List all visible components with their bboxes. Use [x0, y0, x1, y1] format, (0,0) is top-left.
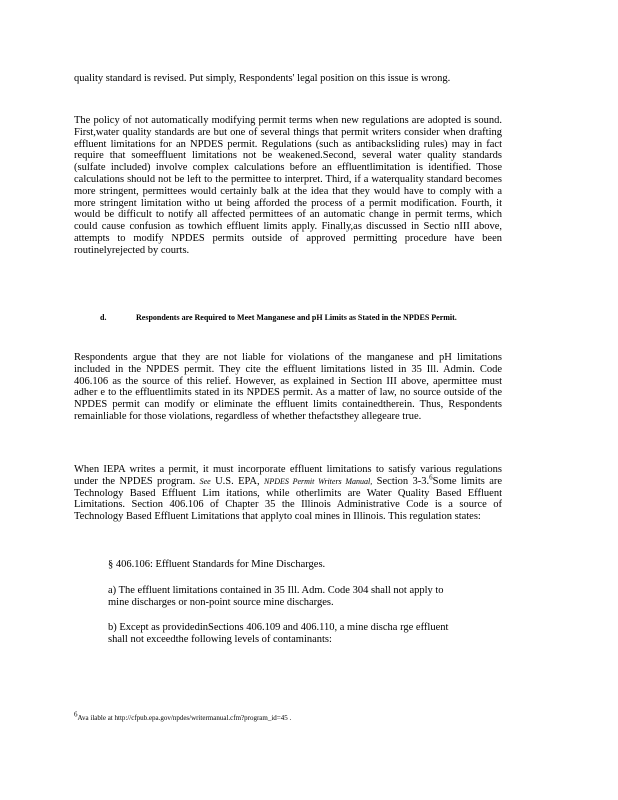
quote-section-title: § 406.106: Effluent Standards for Mine Discharges. — [108, 559, 326, 570]
p4-text-c: Section 3-3. — [376, 475, 430, 487]
manual-title: NPDES Permit Writers Manual, — [263, 476, 373, 486]
p4-text-a: When IEPA writes a permit, it must incorporate effluent limitations to satisfy various regulations under the NPDES program. — [74, 464, 502, 487]
p4-text-b: U.S. EPA, — [215, 475, 260, 487]
section-title: Respondents are Required to Meet Manganese and pH Limits as Stated in the NPDES Permit. — [136, 313, 457, 322]
quote-subsection-b: b) Except as providedinSections 406.109 and 406.110, a mine discha rge effluent shall not exceedthe following levels of contaminants: — [108, 622, 449, 645]
section-heading — [100, 311, 500, 324]
footnote-marker: 6 — [429, 473, 433, 482]
quote-subsection-a: a) The effluent limitations contained in 35 Ill. Adm. Code 304 shall not apply to mine discharges or non-point source mine discharges. — [108, 585, 444, 608]
p4-text-d: Some limits are Technology Based Effluent Lim itations, while otherlimits are Water Quality Based Effluent Limitations. Section 406.106 of Chapter 35 the Illinois Administrative Code is a source of Technology Based Effluent Limitations that applyto coal mines in Illinois. This regulation states: — [74, 475, 503, 523]
see-signal: See — [199, 476, 211, 486]
paragraph-respondents-argue: Respondents argue that they are not liable for violations of the manganese and pH limitations included in the NPDES permit. They cite the effluent limitations listed in 35 Ill. Admin. Code 406.106 as the source of this relief. However, as explained in Section III above, apermittee must adher e to the effluentlimits stated in its NPDES permit. As a matter of law, no source outside of the NPDES permit can modify or eliminate the effluent limits containedtherein. Thus, Respondents remainliable for those violations, regardless of whether thefactsthey allegeare true. — [74, 352, 502, 422]
paragraph-policy: The policy of not automatically modifying permit terms when new regulations are adopted is sound. First,water quality standards are but one of several things that permit writers consider when drafting effluent limitations for an NPDES permit. Regulations (such as antibacksliding rules) may in fact require that someeffluent limitations not be weakened.Second, several water quality standards (sulfate included) involve complex calculations before an effluentlimitation is identified. Those calculations should not be left to the permittee to interpret. Third, if a waterquality standard becomes more stringent, permittees would certainly balk at the idea that they would have to comply with a more stringent limitation witho ut being afforded the process of a permit modification. Fourth, it would be difficult to notify all affected permittees of an automatic change in permit terms, which could cause confusion as towhich effluent limits apply. Finally,as discussed in Sectio nIII above, attempts to modify NPDES permits outside of approved permitting procedure have been routinelyrejected by courts. — [74, 115, 502, 256]
paragraph-iepa-permit — [74, 464, 502, 523]
footnote — [74, 710, 494, 723]
paragraph-continuation: quality standard is revised. Put simply, Respondents' legal position on this issue is wrong. — [74, 73, 451, 84]
footnote-number: 6 — [74, 710, 78, 719]
footnote-text: Ava ilable at http://cfpub.epa.gov/npdes/writermanual.cfm?program_id=45 . — [77, 714, 292, 722]
section-letter: d. — [100, 313, 107, 322]
